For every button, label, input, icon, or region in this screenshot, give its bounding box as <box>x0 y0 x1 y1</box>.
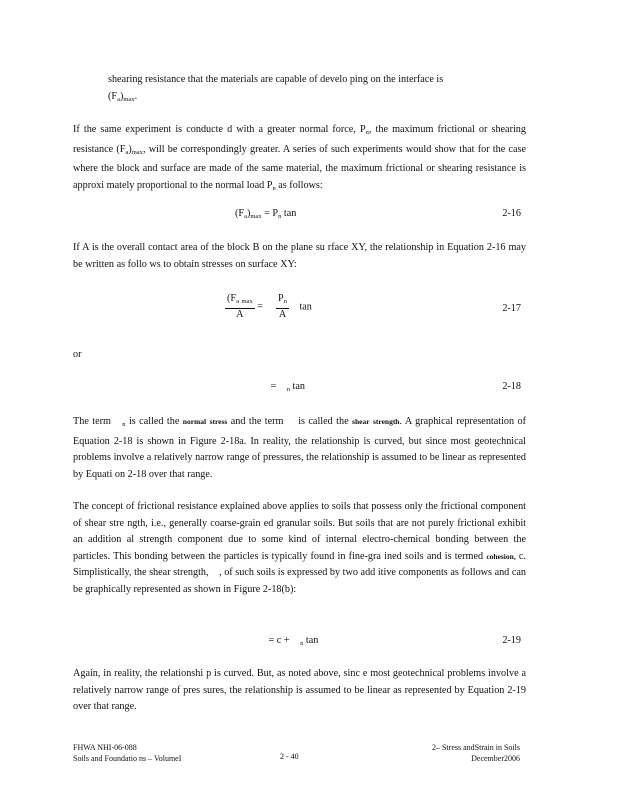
paragraph-again-reality: Again, in reality, the relationshi p is curved. But, as noted above, sinc e most geotechnical problems involve a relatively narrow range of pres sures, the relationship is assumed to be linear as represented by Equation 2-19 over that range. <box>73 668 526 712</box>
paragraph-or: or <box>73 349 82 360</box>
paragraph-normal-stress: The term $ _n$ is called the normal stress and the term   is called the shear strength. A graphical representation of Equation 2-18 is shown in Figure 2-18a. In reality, the relationship is curved, but since most geotechnical problems involve a relatively narrow range of pressures, the relationship is assumed to be linear as represented by Equati on 2-18 over that range. <box>73 416 527 480</box>
fraction-pn-over-a: $\frac{P_n}{A}$ <box>278 293 287 320</box>
paragraph-cohesion: The concept of frictional resistance explained above applies to soils that possess only the frictional component of shear stre ngth, i.e., generally coarse-grain ed granular soils. But soils that are not purely frictional exhibit an addition al strength component due to some kind of internal electro-chemical bonding between the particles. This bonding between the particles is typically found in fine-gra ined soils and is termed cohesion, c. Simplistically, the shear strength,  , of such soils is expressed by two add itive components as follows and can be graphically represented as shown in Figure 2-18(b): <box>73 501 526 595</box>
equation-number-2-18: 2-18 <box>502 381 521 392</box>
equation-number-2-17: 2-17 <box>502 303 521 314</box>
footer-left: FHWA NHI-06-088 Soils and Foundatio ns – VolumeI <box>73 743 182 763</box>
paragraph-same-experiment: If the same experiment is conducte d with a greater normal force, $P_n$, the maximum frictional or shearing resistance $(F_a)_{max}$, will be correspondingly greater. A series of such experiments would show that for the case where the block and surface are made of the same material, the maximum frictional or shearing resistance is approxi mately proportional to the normal load $P_n$ as follows: <box>73 124 526 192</box>
equation-2-17: $\frac{(F_a _{max}}{A}$ =   $\frac{P_n}{A}$  tan   <box>227 293 323 320</box>
equation-2-16: $(F_a)_{max} = P_n$ tan   <box>235 208 307 220</box>
footer-page-number: 2 - 40 <box>280 752 299 761</box>
paragraph-continuation: shearing resistance that the materials are capable of develo ping on the interface is $(F_a)_{max}$. <box>108 74 444 103</box>
equation-2-18:   = $ _n$ tan   <box>260 381 316 393</box>
paragraph-contact-area: If A is the overall contact area of the block B on the plane su rface XY, the relationship in Equation 2-16 may be written as follo ws to obtain stresses on surface XY: <box>73 242 526 270</box>
equation-number-2-16: 2-16 <box>502 208 521 219</box>
fraction-fa-over-a: $\frac{(F_a _{max}}{A}$ <box>227 293 253 320</box>
footer-right: 2– Stress andStrain in Soils December2006 <box>431 743 520 763</box>
equation-number-2-19: 2-19 <box>502 635 521 646</box>
equation-2-19:   = $c +  _n$ tan   <box>258 635 329 647</box>
